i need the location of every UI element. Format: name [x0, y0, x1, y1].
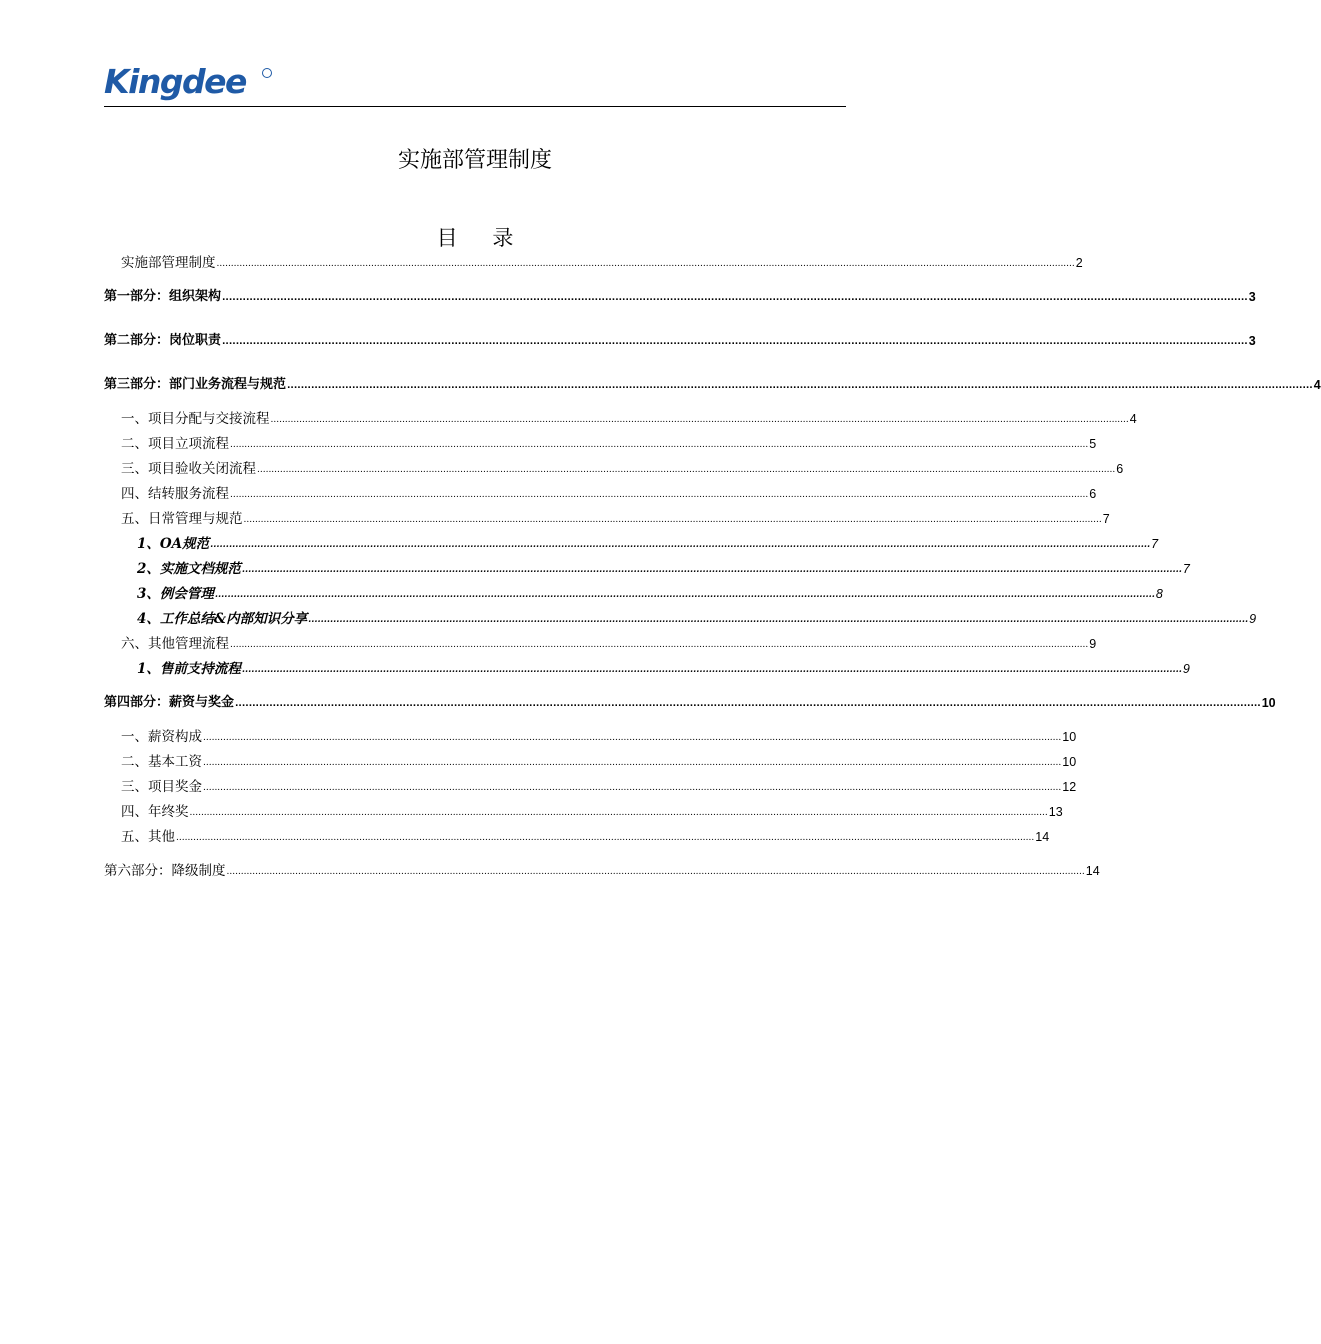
- toc-entry-page: 7: [1102, 512, 1110, 526]
- toc-entry-page: 7: [1151, 537, 1159, 551]
- toc-entry[interactable]: [121, 510, 1110, 528]
- toc-entry-title: 四、年终奖: [121, 804, 189, 820]
- toc-leader: ............................................................................................................................................................................................................................................................................................................: [230, 640, 1089, 650]
- toc-entry[interactable]: [137, 660, 1190, 678]
- toc-entry-page: 8: [1155, 587, 1163, 601]
- toc-leader: ............................................................................................................................................................................................................................................................................................................: [230, 490, 1089, 500]
- toc-entry-title: 第二部分：岗位职责: [104, 333, 222, 348]
- toc-entry-page: 10: [1261, 696, 1276, 710]
- toc-entry-title: 实施部管理制度: [121, 255, 216, 271]
- toc-entry[interactable]: [137, 585, 1163, 603]
- toc-leader: ............................................................................................................................................................................................................................................................................................................: [214, 590, 1155, 600]
- toc-entry-page: 14: [1035, 830, 1050, 844]
- toc-entry-page: 14: [1085, 864, 1100, 878]
- toc-entry[interactable]: [121, 410, 1137, 428]
- toc-entry-title: 4、工作总结&内部知识分享: [137, 611, 308, 627]
- toc-leader: ............................................................................................................................................................................................................................................................................................................: [235, 699, 1261, 709]
- toc-entry[interactable]: [121, 460, 1124, 478]
- toc-entry-title: 四、结转服务流程: [121, 486, 229, 502]
- toc-entry-title: 1、OA规范: [137, 536, 210, 552]
- toc-leader: ............................................................................................................................................................................................................................................................................................................: [176, 833, 1035, 843]
- toc-entry[interactable]: [121, 778, 1077, 796]
- toc-entry[interactable]: [104, 288, 1256, 306]
- registered-mark-icon: [262, 68, 272, 78]
- toc-leader: ............................................................................................................................................................................................................................................................................................................: [226, 867, 1085, 877]
- toc-entry-title: 第四部分：薪资与奖金: [104, 695, 235, 710]
- toc-entry-title: 六、其他管理流程: [121, 636, 229, 652]
- toc-leader: ............................................................................................................................................................................................................................................................................................................: [189, 808, 1048, 818]
- toc-entry-page: 5: [1089, 437, 1097, 451]
- toc-entry[interactable]: [121, 728, 1077, 746]
- toc-entry[interactable]: [121, 828, 1050, 846]
- toc-entry[interactable]: [104, 694, 1276, 712]
- toc-leader: ............................................................................................................................................................................................................................................................................................................: [230, 440, 1089, 450]
- toc-leader: ............................................................................................................................................................................................................................................................................................................: [203, 783, 1062, 793]
- toc-entry[interactable]: [121, 485, 1097, 503]
- toc-leader: ............................................................................................................................................................................................................................................................................................................: [216, 259, 1075, 269]
- toc-entry[interactable]: [137, 610, 1257, 628]
- toc-entry[interactable]: [121, 635, 1097, 653]
- toc-entry-title: 三、项目奖金: [121, 779, 202, 795]
- toc-entry[interactable]: [137, 535, 1159, 553]
- toc-entry-page: 3: [1248, 290, 1256, 304]
- toc-leader: ............................................................................................................................................................................................................................................................................................................: [270, 415, 1129, 425]
- toc-entry-page: 9: [1182, 662, 1190, 676]
- toc-leader: ............................................................................................................................................................................................................................................................................................................: [243, 515, 1102, 525]
- header-divider: [104, 106, 846, 107]
- toc-entry-title: 二、项目立项流程: [121, 436, 229, 452]
- toc-leader: ............................................................................................................................................................................................................................................................................................................: [203, 733, 1062, 743]
- toc-entry-page: 3: [1248, 334, 1256, 348]
- toc-leader: ............................................................................................................................................................................................................................................................................................................: [222, 293, 1248, 303]
- toc-entry-title: 3、例会管理: [137, 586, 214, 602]
- toc-entry-page: 7: [1182, 562, 1190, 576]
- toc-entry-title: 三、项目验收关闭流程: [121, 461, 256, 477]
- toc-entry-page: 9: [1089, 637, 1097, 651]
- toc-entry-title: 1、售前支持流程: [137, 661, 241, 677]
- toc-entry[interactable]: [121, 753, 1077, 771]
- toc-leader: ............................................................................................................................................................................................................................................................................................................: [203, 758, 1062, 768]
- toc-leader: ............................................................................................................................................................................................................................................................................................................: [257, 465, 1116, 475]
- toc-entry-page: 4: [1313, 378, 1321, 392]
- page-header: [104, 62, 846, 108]
- toc-entry-title: 二、基本工资: [121, 754, 202, 770]
- toc-entry[interactable]: [104, 332, 1256, 350]
- toc-entry-title: 五、其他: [121, 829, 175, 845]
- toc-heading: 目 录: [436, 226, 528, 250]
- toc-entry-page: 9: [1249, 612, 1257, 626]
- toc-leader: ............................................................................................................................................................................................................................................................................................................: [210, 540, 1151, 550]
- toc-entry-page: 13: [1048, 805, 1063, 819]
- kingdee-logo: Kingdee: [104, 62, 246, 101]
- toc-entry-page: 6: [1116, 462, 1124, 476]
- toc-entry-title: 五、日常管理与规范: [121, 511, 243, 527]
- toc-entry-page: 6: [1089, 487, 1097, 501]
- toc-entry-page: 10: [1062, 755, 1077, 769]
- toc-leader: ............................................................................................................................................................................................................................................................................................................: [241, 565, 1182, 575]
- toc-entry[interactable]: [104, 376, 1321, 394]
- toc-entry-title: 一、项目分配与交接流程: [121, 411, 270, 427]
- toc-entry-page: 2: [1075, 256, 1083, 270]
- toc-entry-title: 一、薪资构成: [121, 729, 202, 745]
- toc-entry-title: 第三部分：部门业务流程与规范: [104, 377, 287, 392]
- toc-leader: ............................................................................................................................................................................................................................................................................................................: [241, 665, 1182, 675]
- document-title: 实施部管理制度: [397, 148, 552, 173]
- toc-entry[interactable]: [121, 254, 1083, 272]
- toc-entry-page: 4: [1129, 412, 1137, 426]
- toc-entry[interactable]: [121, 435, 1097, 453]
- toc-entry[interactable]: [137, 560, 1190, 578]
- toc-entry-title: 第六部分：降级制度: [104, 863, 226, 879]
- toc-entry-title: 2、实施文档规范: [137, 561, 241, 577]
- toc-entry-title: 第一部分：组织架构: [104, 289, 222, 304]
- toc-entry-page: 10: [1062, 730, 1077, 744]
- toc-leader: ............................................................................................................................................................................................................................................................................................................: [222, 337, 1248, 347]
- toc-entry[interactable]: [104, 862, 1100, 880]
- toc-entry-page: 12: [1062, 780, 1077, 794]
- toc-leader: ............................................................................................................................................................................................................................................................................................................: [308, 615, 1249, 625]
- toc-entry[interactable]: [121, 803, 1063, 821]
- toc-leader: ............................................................................................................................................................................................................................................................................................................: [287, 381, 1313, 391]
